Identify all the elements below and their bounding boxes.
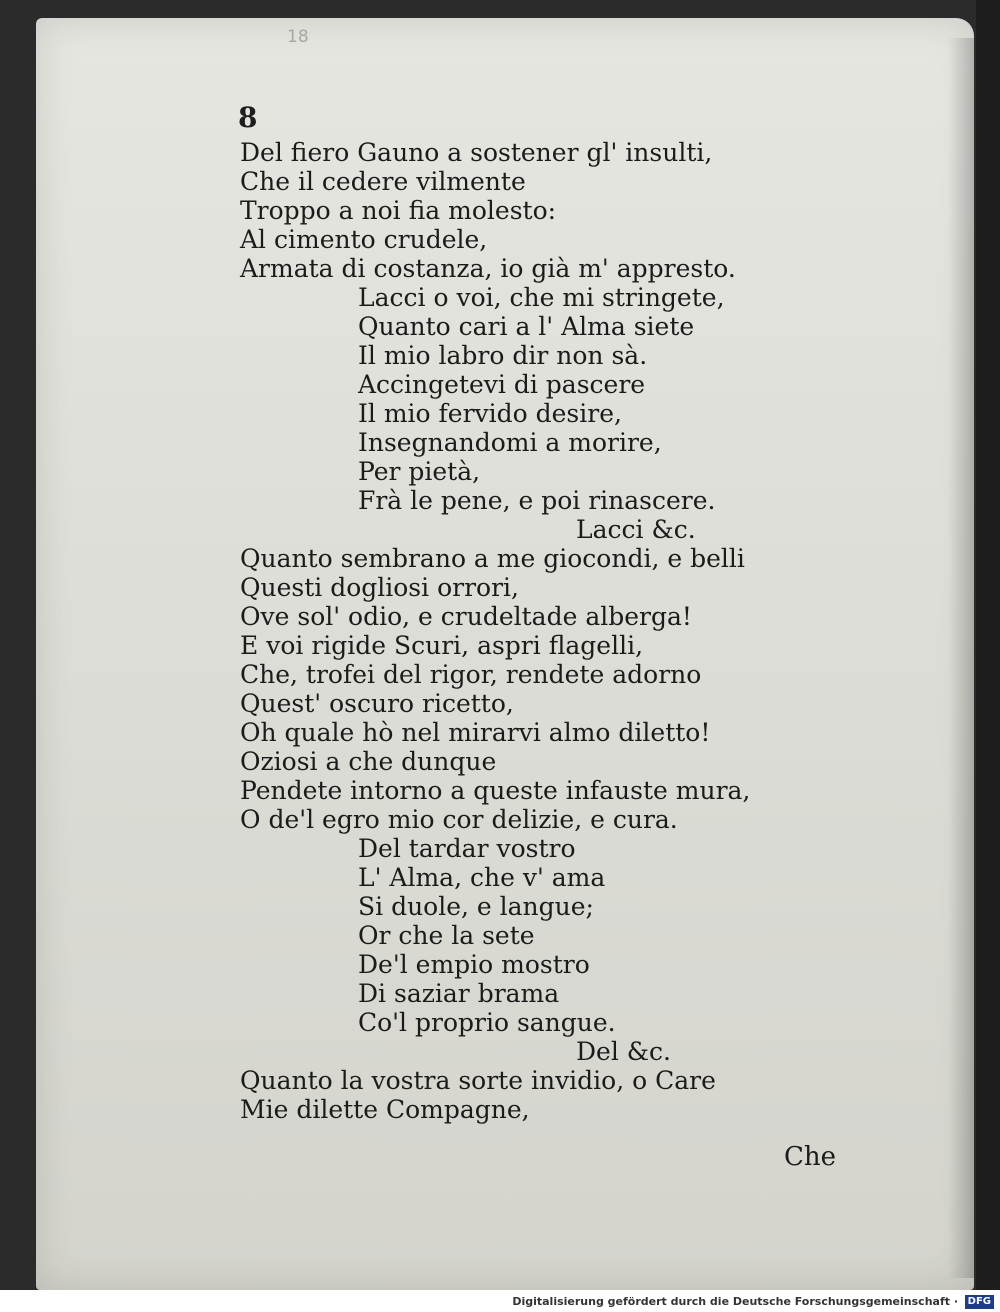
verse-line: Armata di costanza, io già m' appresto. [240,254,736,283]
verse-text [240,138,920,1124]
verse-line: Quanto cari a l' Alma siete [358,312,695,341]
verse-line: Ove sol' odio, e crudeltade alberga! [240,602,692,631]
footer-bar [0,1290,1000,1312]
verse-line: Quest' oscuro ricetto, [240,689,514,718]
verse-line: Il mio labro dir non sà. [358,341,648,370]
verse-line: Insegnandomi a morire, [358,428,662,457]
funding-notice: Digitalisierung gefördert durch die Deutsche Forschungsgemeinschaft · [512,1295,958,1308]
verse-line: Pendete intorno a queste infauste mura, [240,776,751,805]
page-number: 8 [238,101,258,134]
verse-line: L' Alma, che v' ama [358,863,606,892]
verse-line: E voi rigide Scuri, aspri flagelli, [240,631,644,660]
verse-line: Accingetevi di pascere [358,370,646,399]
verse-line: Si duole, e langue; [358,892,594,921]
page-shadow [948,38,974,1278]
verse-line: Mie dilette Compagne, [240,1095,530,1124]
verse-line: De'l empio mostro [358,950,590,979]
pencil-mark: 18 [287,27,309,47]
verse-line: Lacci o voi, che mi stringete, [358,283,725,312]
verse-line: Al cimento crudele, [240,225,488,254]
verse-line: Che, trofei del rigor, rendete adorno [240,660,702,689]
verse-line: Per pietà, [358,457,481,486]
verse-line: Quanto la vostra sorte invidio, o Care [240,1066,716,1095]
verse-line: Del fiero Gauno a sostener gl' insulti, [240,138,713,167]
cue-line: Del &c. [576,1037,671,1066]
dfg-logo: DFG [965,1295,994,1309]
verse-line: Quanto sembrano a me giocondi, e belli [240,544,745,573]
verse-line: O de'l egro mio cor delizie, e cura. [240,805,678,834]
verse-line: Frà le pene, e poi rinascere. [358,486,716,515]
background-edge [976,0,1000,1312]
verse-line: Il mio fervido desire, [358,399,622,428]
verse-line: Or che la sete [358,921,535,950]
verse-line: Oziosi a che dunque [240,747,497,776]
verse-line: Oh quale hò nel mirarvi almo diletto! [240,718,711,747]
verse-line: Che il cedere vilmente [240,167,526,196]
verse-line: Questi dogliosi orrori, [240,573,519,602]
verse-line: Di saziar brama [358,979,560,1008]
verse-line: Del tardar vostro [358,834,576,863]
catchword: Che [784,1142,837,1172]
verse-line: Co'l proprio sangue. [358,1008,616,1037]
verse-line: Troppo a noi fia molesto: [240,196,557,225]
cue-line: Lacci &c. [576,515,696,544]
